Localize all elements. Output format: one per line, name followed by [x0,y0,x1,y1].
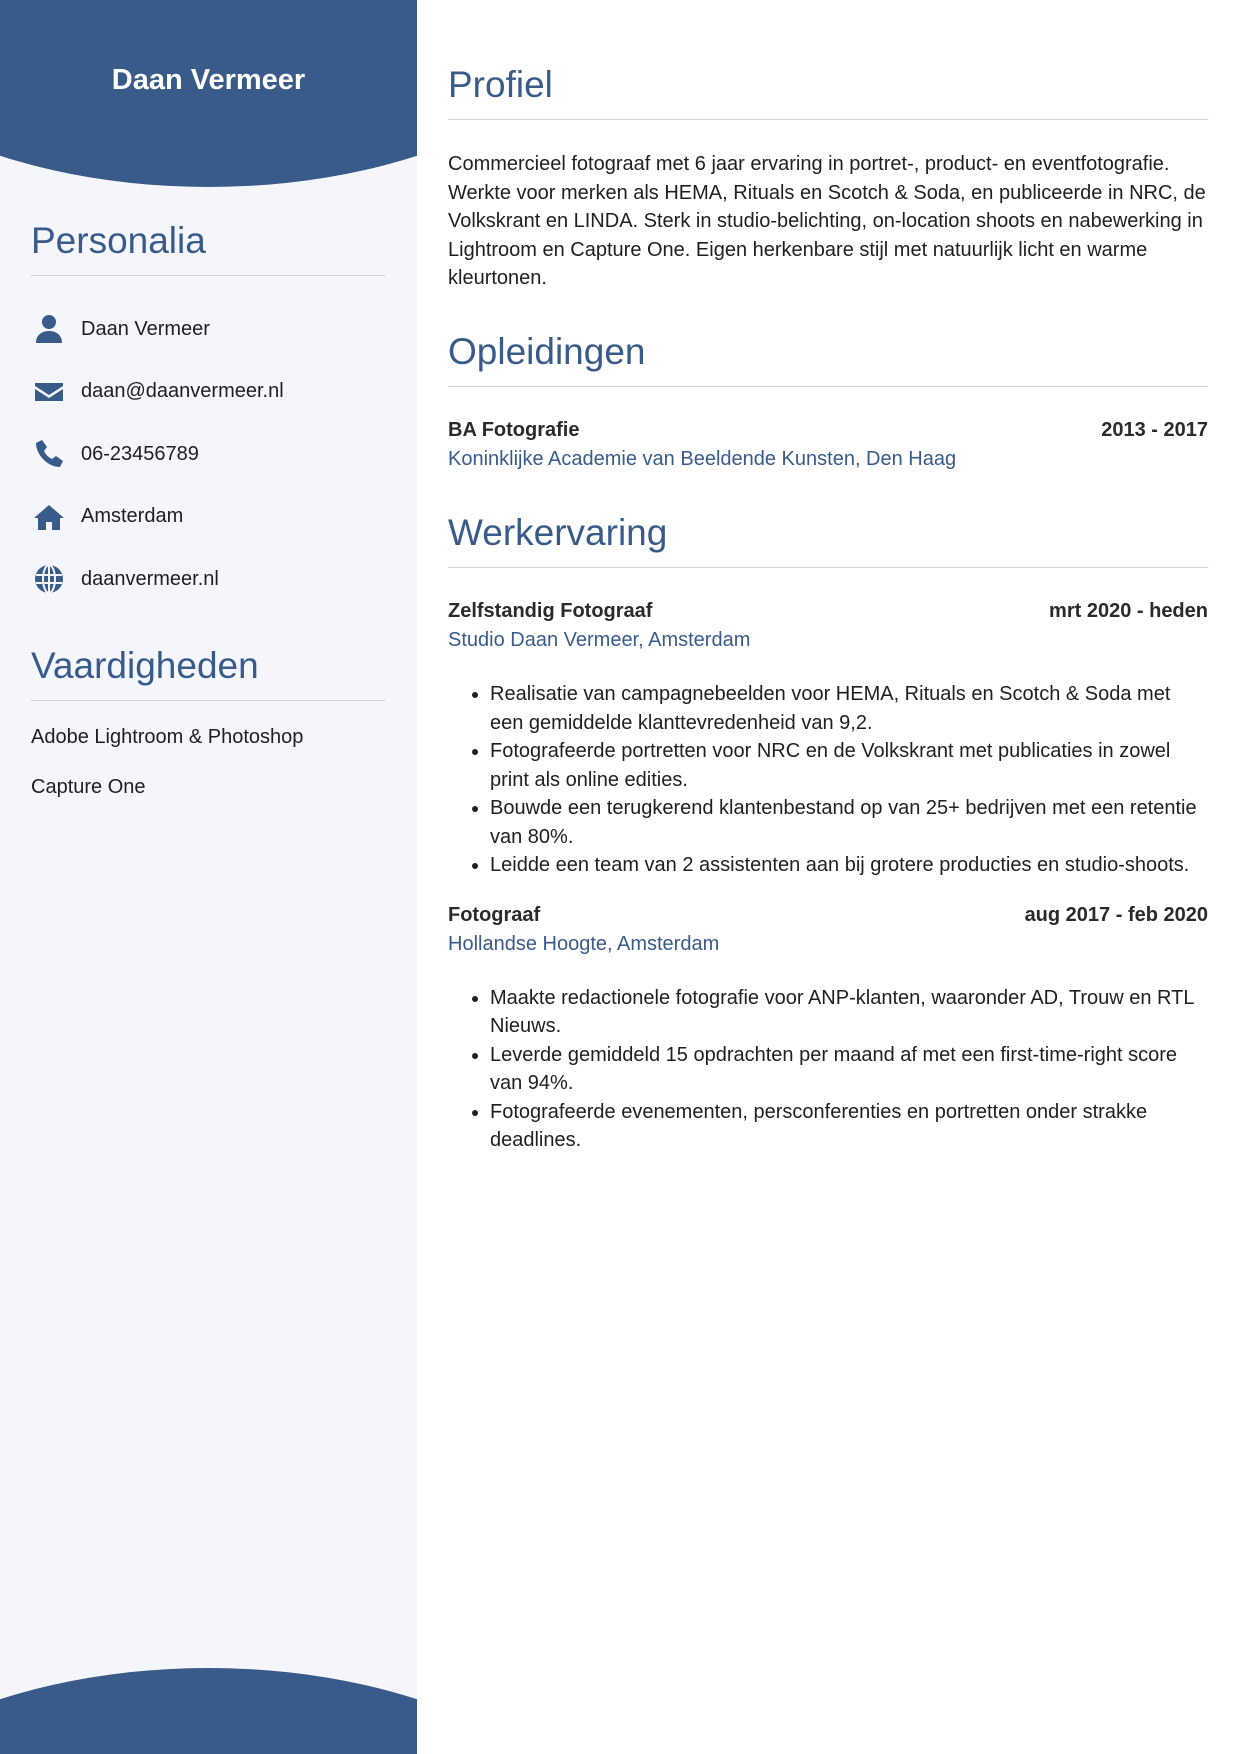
job-entry [448,600,1208,880]
personalia-section [31,220,385,611]
skill-list [31,723,385,823]
education-period: 2013 - 2017 [1101,419,1208,441]
mail-icon [31,374,67,410]
contact-name: Daan Vermeer [31,298,385,361]
list-item: • Bouwde een terugkerend klantenbestand op van 25+ bedrijven met een retentie van 80%. [490,794,1208,851]
contact-email[interactable]: daan@daanvermeer.nl [31,361,385,424]
education-section [448,331,1208,471]
education-entry [448,419,1208,471]
sidebar-bottom-arc [0,1668,417,1754]
education-heading: Opleidingen [448,331,1208,387]
candidate-name: Daan Vermeer [111,64,306,96]
experience-section [448,512,1208,1155]
skill-item: Adobe Lightroom & Photoshop [31,726,304,748]
job-company: Hollandse Hoogte, Amsterdam [448,932,720,955]
person-icon [31,311,67,347]
globe-icon [31,561,67,597]
sidebar [0,0,417,1754]
skills-section [31,645,385,823]
contact-phone[interactable]: 06-23456789 [31,423,385,486]
list-item: • Fotografeerde portretten voor NRC en de Volkskrant met publicaties in zowel print als online edities. [490,737,1208,794]
job-entry [448,904,1208,1155]
home-icon [31,499,67,535]
list-item: • Fotografeerde evenementen, persconferenties en portretten onder strakke deadlines. [490,1098,1208,1155]
list-item: • Leverde gemiddeld 15 opdrachten per maand af met een first-time-right score van 94%. [490,1041,1208,1098]
list-item: • Leidde een team van 2 assistenten aan bij grotere producties en studio-shoots. [490,851,1208,880]
job-company: Studio Daan Vermeer, Amsterdam [448,629,751,651]
skills-heading: Vaardigheden [31,645,385,701]
skill-item: Capture One [31,776,146,798]
profile-heading: Profiel [448,64,1208,120]
contact-list [31,298,385,611]
profile-text: Commercieel fotograaf met 6 jaar ervaring in portret-, product- en eventfotografie. Werkte voor merken als HEMA, Rituals en Scotch & Soda, en publiceerde in NRC, de Volkskrant en LINDA. Sterk in studio-belichting, on-location shoots en nabewerking in Lightroom en Capture One. Eigen herkenbare stijl met natuurlijk licht en warme kleurtonen. [448,153,1206,289]
experience-heading: Werkervaring [448,512,1208,568]
job-role: Zelfstandig Fotograaf [448,600,653,622]
job-period: mrt 2020 - heden [1049,600,1208,622]
list-item: • Realisatie van campagnebeelden voor HEMA, Rituals en Scotch & Soda met een gemiddelde klanttevredenheid van 9,2. [490,680,1208,737]
job-bullets [448,984,1208,1155]
job-bullets [448,680,1208,880]
personalia-heading: Personalia [31,220,385,276]
job-role: Fotograaf [448,903,541,926]
profile-section [448,64,1208,293]
contact-website[interactable]: daanvermeer.nl [31,548,385,611]
list-item: • Maakte redactionele fotografie voor ANP-klanten, waaronder AD, Trouw en RTL Nieuws. [490,984,1208,1041]
school-name: Koninklijke Academie van Beeldende Kunsten, Den Haag [448,448,957,470]
job-period: aug 2017 - feb 2020 [1024,903,1208,926]
contact-city: Amsterdam [31,486,385,549]
degree-title: BA Fotografie [448,419,580,441]
phone-icon [31,436,67,472]
